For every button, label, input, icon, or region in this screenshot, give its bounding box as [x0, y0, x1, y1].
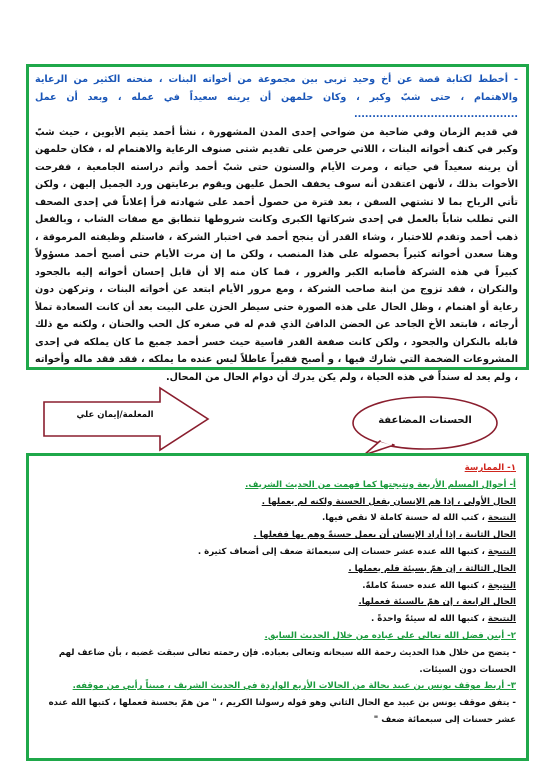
result-1-label: النتيجة: [487, 513, 516, 524]
result-4-text: ، كتبها الله له سيئةً واحدةً .: [370, 614, 488, 625]
question-c: ٣- أربط موقف يونس بن عبيد بحالة من الحالات الأربع الواردة في الحديث الشريف ، مبيناً رأيي من موقفه.: [72, 681, 516, 692]
case-2: الحال الثانية ، إذا أراد الإنسان أن يعمل حسنةً وهم بها ففعلها .: [253, 530, 516, 541]
question-a: أ- أحوال المسلم الأربعة ونتيجتها كما فهمت من الحديث الشريف.: [245, 479, 516, 490]
result-3: [37, 578, 516, 595]
result-2-text: ، كتبها الله عنده عشر حسنات إلى سبعمائة ضعف إلى أضعاف كثيرة .: [197, 546, 488, 557]
teacher-name: المعلمة/إيمان علي: [76, 410, 154, 420]
case-3: الحال الثالثة ، إن همّ بسيئة فلم يعملها .: [348, 563, 516, 574]
result-3-label: النتيجة: [487, 580, 516, 591]
story-prompt: - أخطط لكتابة قصة عن أخ وحيد تربى بين مجموعة من أخواته البنات ، منحنه الكثير من الرعاية والاهتمام ، حتى شبّ وكبر ، وكان حلمهن أن يرينه سعيداً في عمله ، وبعد أن عمل .............................................: [35, 74, 518, 120]
lesson-title: الحسنات المضاعفة: [378, 415, 472, 426]
result-1-text: ، كتب الله له حسنة كاملة لا نقص فيها.: [322, 513, 488, 524]
question-b: ٢- أبين فضل الله تعالى على عباده من خلال الحديث السابق.: [264, 630, 516, 641]
answer-b: - يتضح من خلال هذا الحديث رحمة الله سبحانه وتعالى بعباده. فإن رحمته تعالى سبقت غضبه ، بأن ضاعف لهم الحسنات دون السيئات.: [58, 647, 516, 675]
story-box: [26, 64, 529, 383]
result-1: [37, 510, 516, 527]
answer-c: - يتفق موقف يونس بن عبيد مع الحال الثاني وهو قوله رسولنا الكريم ، " من همّ بحسنة فعملها ، كتبها الله عنده عشر حسنات إلى سبعمائة ضعف ": [48, 698, 516, 725]
practice-box: [26, 453, 529, 761]
case-4: الحال الرابعة ، إن همّ بالسيئة فعملها.: [358, 597, 516, 608]
result-2-label: النتيجة: [487, 546, 516, 557]
result-4-label: النتيجة: [487, 614, 516, 625]
result-2: [37, 544, 516, 561]
result-3-text: ، كتبها الله عنده حسنةً كاملةً.: [362, 580, 488, 591]
result-4: [37, 611, 516, 628]
practice-heading: ١- الممارسة: [464, 463, 516, 473]
case-1: الحال الأولى ، إذا هم الإنسان بفعل الحسنة ولكنه لم يعملها .: [261, 496, 516, 507]
title-oval: [350, 393, 500, 457]
teacher-arrow: [42, 386, 212, 452]
story-text: في قديم الزمان وفي ضاحية من ضواحي إحدى المدن المشهورة ، نشأ أحمد يتيم الأبوين ، حيث شبّ وكبر في كنف أخواته البنات ، اللاتي حرصن على تقديم شتى صنوف الرعاية والاهتمام له ، فكان حلمهن أن يرينه سعيداً في حياته ، ومرت الأيام والسنون حتى شبّ أحمد وأتم دراسته الجامعية ، ففرحت الأخوات بذلك ، لأنهن اعتقدن أنه سوف يخفف الحمل عليهن ويقوم برعايتهن ورد الجميل إليهن ، ولكن تأتي الرياح بما لا تشتهي السفن ، بعد فترة من حصول أحمد على شهادته قرأ إعلاناً في إحدى الصحف التي تطلب شاباً بالعمل في إحدى شركاتها الكبرى وكانت شروطها تتطابق مع صفات الشاب ، وبالفعل ذهب أحمد وتقدم للاختبار ، وشاء القدر أن ينجح أحمد في اختبار الشركة ، فاستلم وظيفته المرموقة ، وهنا سعدن أخواته كثيراً بحصوله على هذا المنصب ، ولكن ما إن مرت الأيام حتى أصبح أحمد مسؤولاً كبيراً في هذه الشركة فأصابه الكبر والغرور ، فما كان منه إلا أن قابل إحسان أخواته إليه بالجحود والنكران ، فقد تزوج من ابنة صاحب الشركة ، ومع مرور الأيام ابتعد عن أخواته البنات ، وتركهن دون رعاية أو اهتمام ، وظل الحال على هذه الصورة حتى سيطر الحزن على البيت بعد أن كانت السعادة تملأ أرجائه ، فابتعد الأخ الجاحد عن الحضن الدافئ الذي قدم له في صغره كل الحب والحنان ، ولكنه مع ذلك قابله بالنكران والجحود ، ولكن كانت صفعة القدر قاسية حيث خسر أحمد جميع ما كان يملكه في إحدى المشروعات الضخمة التي شارك فيها ، و أصبح فقيراً عاطلاً ليس عنده ما يملكه ، فقد فقد ماله وأخواته ، ولم يعد له سنداً في هذه الحياة ، ولم يكن يدرك أن دوام الحال من المحال.: [35, 126, 518, 383]
